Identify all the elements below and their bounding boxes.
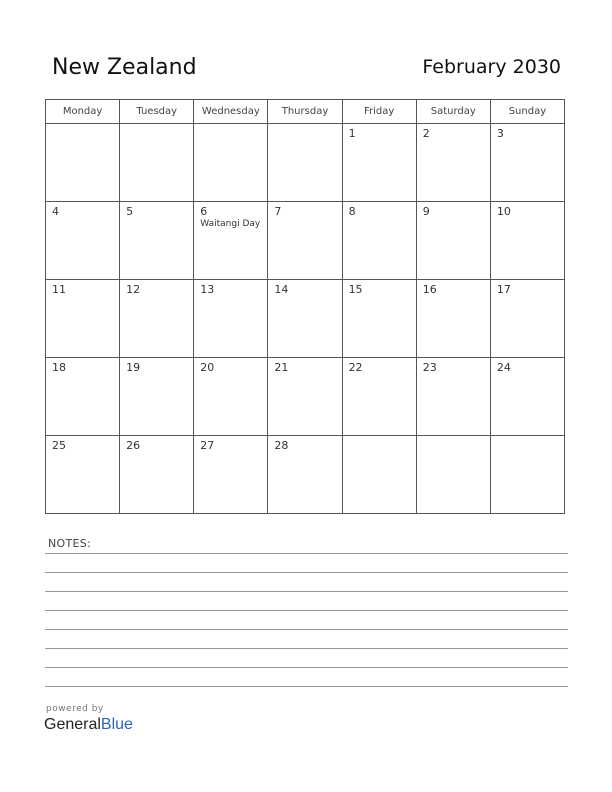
calendar-body — [46, 124, 565, 514]
day-number: 10 — [496, 205, 511, 218]
day-number: 25 — [52, 439, 66, 452]
day-cell — [46, 436, 120, 514]
day-cell — [490, 358, 564, 436]
day-cell — [416, 358, 490, 436]
note-line — [45, 572, 568, 573]
day-cell — [120, 358, 194, 436]
day-cell — [342, 124, 416, 202]
day-number: 1 — [348, 127, 356, 140]
day-cell — [268, 358, 342, 436]
day-cell — [120, 436, 194, 514]
weekday-tuesday: Tuesday — [120, 100, 194, 124]
day-cell — [490, 280, 564, 358]
day-cell — [120, 280, 194, 358]
week-row — [46, 124, 565, 202]
empty-day-cell — [342, 436, 416, 514]
weekday-wednesday: Wednesday — [194, 100, 268, 124]
day-cell — [120, 202, 194, 280]
day-number: 18 — [52, 361, 66, 374]
note-line — [45, 629, 568, 630]
brand-blue: Blue — [100, 716, 133, 733]
empty-day-cell — [268, 124, 342, 202]
weekday-friday: Friday — [342, 100, 416, 124]
day-number: 12 — [126, 283, 141, 296]
day-cell — [46, 202, 120, 280]
weekday-sunday: Sunday — [490, 100, 564, 124]
day-cell — [490, 202, 564, 280]
day-number: 23 — [422, 361, 437, 374]
weekday-thursday: Thursday — [268, 100, 342, 124]
day-cell — [268, 202, 342, 280]
notes-label: NOTES: — [48, 537, 92, 550]
day-number: 26 — [126, 439, 141, 452]
country-title: New Zealand — [52, 55, 197, 80]
empty-day-cell — [46, 124, 120, 202]
day-number: 11 — [52, 283, 66, 296]
day-number: 4 — [52, 205, 59, 218]
day-cell — [46, 358, 120, 436]
day-number: 2 — [422, 127, 430, 140]
day-cell — [342, 358, 416, 436]
day-cell — [194, 358, 268, 436]
powered-by-text: powered by — [46, 704, 104, 714]
day-cell — [194, 280, 268, 358]
month-title: February 2030 — [422, 56, 561, 78]
day-cell — [416, 202, 490, 280]
day-cell — [342, 280, 416, 358]
day-number: 14 — [274, 283, 289, 296]
week-row — [46, 358, 565, 436]
note-line — [45, 648, 568, 649]
day-number: 21 — [274, 361, 289, 374]
day-number: 9 — [422, 205, 430, 218]
note-line — [45, 553, 568, 554]
weekday-saturday: Saturday — [416, 100, 490, 124]
week-row — [46, 280, 565, 358]
day-number: 24 — [496, 361, 511, 374]
brand-general: General — [44, 716, 101, 733]
day-cell — [416, 124, 490, 202]
note-line — [45, 686, 568, 687]
note-line — [45, 667, 568, 668]
day-number: 17 — [496, 283, 511, 296]
day-number: 13 — [200, 283, 215, 296]
day-cell — [268, 436, 342, 514]
day-number: 22 — [348, 361, 363, 374]
empty-day-cell — [490, 436, 564, 514]
weekday-header-row — [46, 100, 565, 124]
day-number: 3 — [496, 127, 504, 140]
day-number: 5 — [126, 205, 134, 218]
day-number: 8 — [348, 205, 356, 218]
generalblue-logo — [44, 716, 133, 734]
note-line — [45, 591, 568, 592]
day-cell — [490, 124, 564, 202]
holiday-label: Waitangi Day — [200, 219, 261, 229]
day-cell — [342, 202, 416, 280]
day-cell — [194, 436, 268, 514]
weekday-monday: Monday — [46, 100, 120, 124]
empty-day-cell — [120, 124, 194, 202]
day-cell — [194, 202, 268, 280]
day-cell — [416, 280, 490, 358]
week-row — [46, 202, 565, 280]
calendar-grid — [45, 99, 565, 514]
week-row — [46, 436, 565, 514]
day-number: 27 — [200, 439, 215, 452]
day-number: 16 — [422, 283, 437, 296]
day-number: 7 — [274, 205, 282, 218]
day-cell — [46, 280, 120, 358]
day-number: 20 — [200, 361, 215, 374]
empty-day-cell — [416, 436, 490, 514]
day-number: 15 — [348, 283, 363, 296]
empty-day-cell — [194, 124, 268, 202]
day-cell — [268, 280, 342, 358]
day-number: 28 — [274, 439, 289, 452]
note-line — [45, 610, 568, 611]
day-number: 19 — [126, 361, 141, 374]
day-number: 6 — [200, 205, 208, 218]
